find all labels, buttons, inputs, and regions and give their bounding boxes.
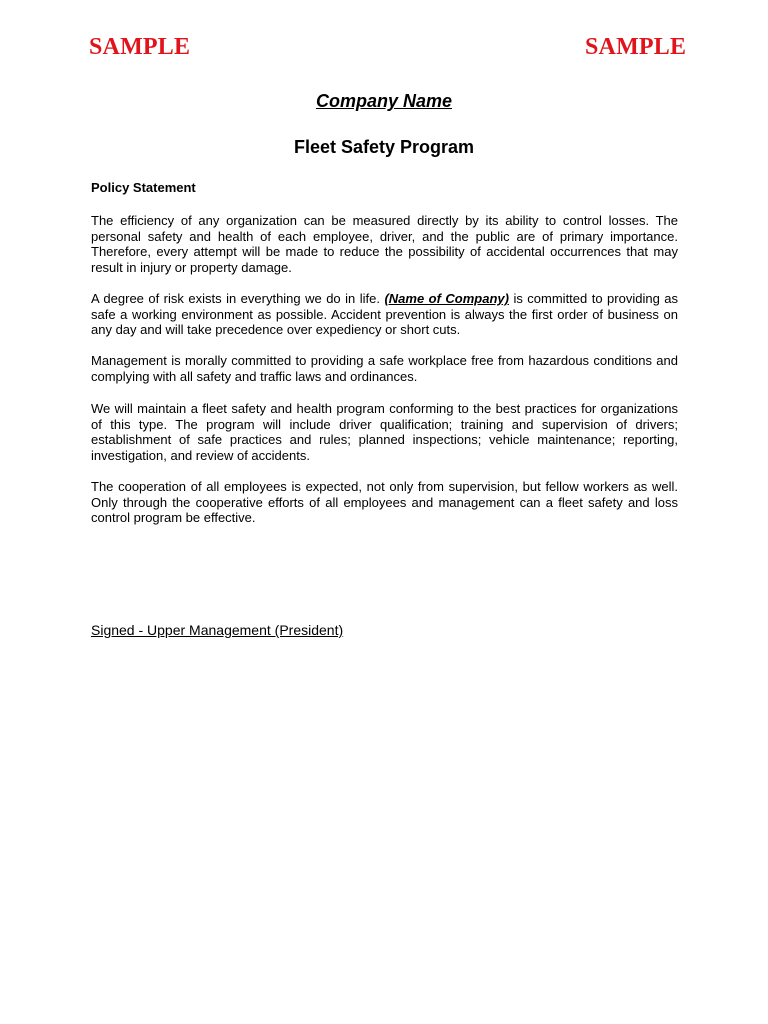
paragraph-management: Management is morally committed to providing a safe workplace free from hazardous conditions and complying with all safety and traffic laws and ordinances. [91,353,678,384]
sample-watermark-left: SAMPLE [89,34,191,60]
paragraph-efficiency: The efficiency of any organization can be measured directly by its ability to control losses. The personal safety and health of each employee, driver, and the public are of primary importance. Therefore, every attempt will be made to reduce the possibility of accidental occurrences that may result in injury or property damage. [91,213,678,276]
paragraph-risk [91,291,678,338]
paragraph-risk-rest: is committed to providing as safe a working environment as possible. Accident prevention is always the first order of business on any day and will take precedence over expediency or short cuts. [91,291,678,338]
signature-line: Signed - Upper Management (President) [91,622,344,638]
paragraph-cooperation: The cooperation of all employees is expected, not only from supervision, but fellow workers as well. Only through the cooperative efforts of all employees and management can a fleet safety and loss control program be effective. [91,479,678,526]
sample-watermark-right: SAMPLE [585,34,687,60]
paragraph-program: We will maintain a fleet safety and health program conforming to the best practices for organizations of this type. The program will include driver qualification; training and supervision of drivers; establishment of safe practices and rules; planned inspections; vehicle maintenance; reporting, investigation, and review of accidents. [91,401,678,464]
company-name-reference: (Name of Company) [384,291,509,306]
program-title: Fleet Safety Program [293,137,475,157]
policy-statement-heading: Policy Statement [91,180,196,195]
paragraph-risk-intro: A degree of risk exists in everything we do in life. [91,291,380,306]
company-name-title: Company Name [315,91,453,111]
